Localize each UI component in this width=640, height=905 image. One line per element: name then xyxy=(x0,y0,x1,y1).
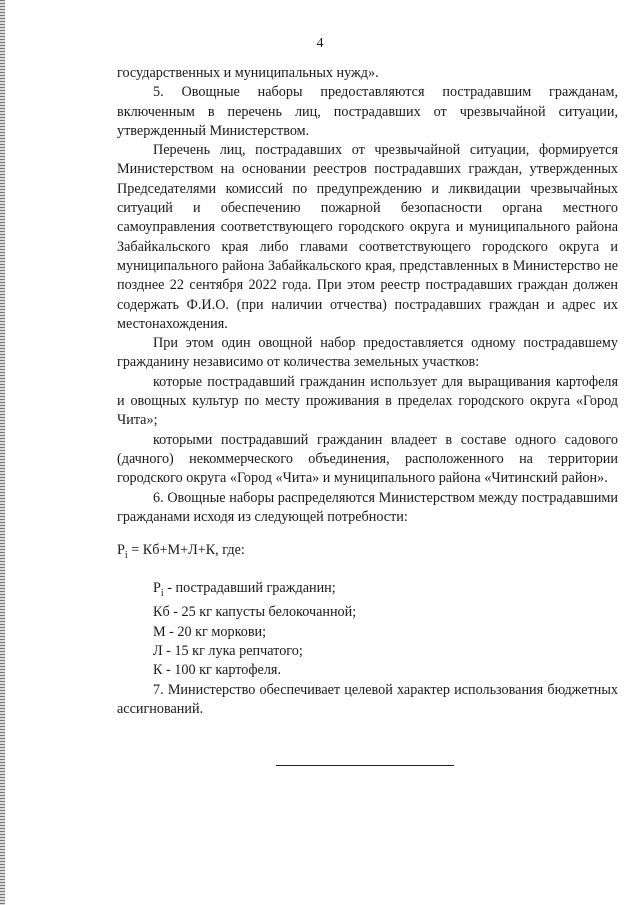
variable-pi xyxy=(117,579,618,603)
variable-text: - пострадавший гражданин; xyxy=(163,580,336,597)
paragraph-item-5: 5. Овощные наборы предоставляются пострадавшим гражданам, включенным в перечень лиц, пострадавших от чрезвычайной ситуации, утвержденный Министерством. xyxy=(117,84,618,139)
variable-symbol: P xyxy=(153,580,161,597)
end-divider-line xyxy=(276,765,454,766)
formula-subscript: i xyxy=(124,549,128,561)
variable-kb: Кб - 25 кг капусты белокочанной; xyxy=(153,604,357,621)
scan-edge xyxy=(0,0,5,905)
variable-l: Л - 15 кг лука репчатого; xyxy=(153,642,303,659)
paragraph-continuation: государственных и муниципальных нужд». xyxy=(117,65,379,81)
variable-subscript: i xyxy=(160,588,164,600)
page-number: 4 xyxy=(316,36,324,51)
formula xyxy=(117,541,618,565)
paragraph-list-formation: Перечень лиц, пострадавших от чрезвычайной ситуации, формируется Министерством на основании реестров пострадавших граждан, утвержденных Председателями комиссий по предупреждению и ликвидации чрезвычайных ситуаций и обеспечению пожарной безопасности органа местного самоуправления соответствующего городского округа и муниципального района Забайкальского края либо главами соответствующего городского округа и муниципального района Забайкальского края, представленных в Министерство не позднее 22 сентября 2022 года. При этом реестр пострадавших граждан должен содержать Ф.И.О. (при наличии отчества) пострадавших граждан и адрес их местонахождения. xyxy=(117,142,618,332)
paragraph-item-6: 6. Овощные наборы распределяются Министерством между пострадавшими гражданами исходя из следующей потребности: xyxy=(117,489,618,525)
variable-m: М - 20 кг моркови; xyxy=(153,623,267,640)
paragraph-item-7: 7. Министерство обеспечивает целевой характер использования бюджетных ассигнований. xyxy=(117,681,618,717)
paragraph-land-use: которые пострадавший гражданин использует для выращивания картофеля и овощных культур по месту проживания в пределах городского округа «Город Чита»; xyxy=(117,373,618,429)
paragraph-one-set: При этом один овощной набор предоставляется одному пострадавшему гражданину независимо от количества земельных участков: xyxy=(117,335,618,371)
document-body xyxy=(117,64,618,719)
formula-rest: = Кб+М+Л+К, где: xyxy=(127,542,245,559)
paragraph-garden-ownership: которыми пострадавший гражданин владеет в составе одного садового (дачного) некоммерческого объединения, расположенного на территории городского округа «Город «Чита» и муниципального района «Читинский район». xyxy=(117,431,618,487)
variable-k: К - 100 кг картофеля. xyxy=(153,662,281,679)
formula-base: P xyxy=(117,542,125,559)
